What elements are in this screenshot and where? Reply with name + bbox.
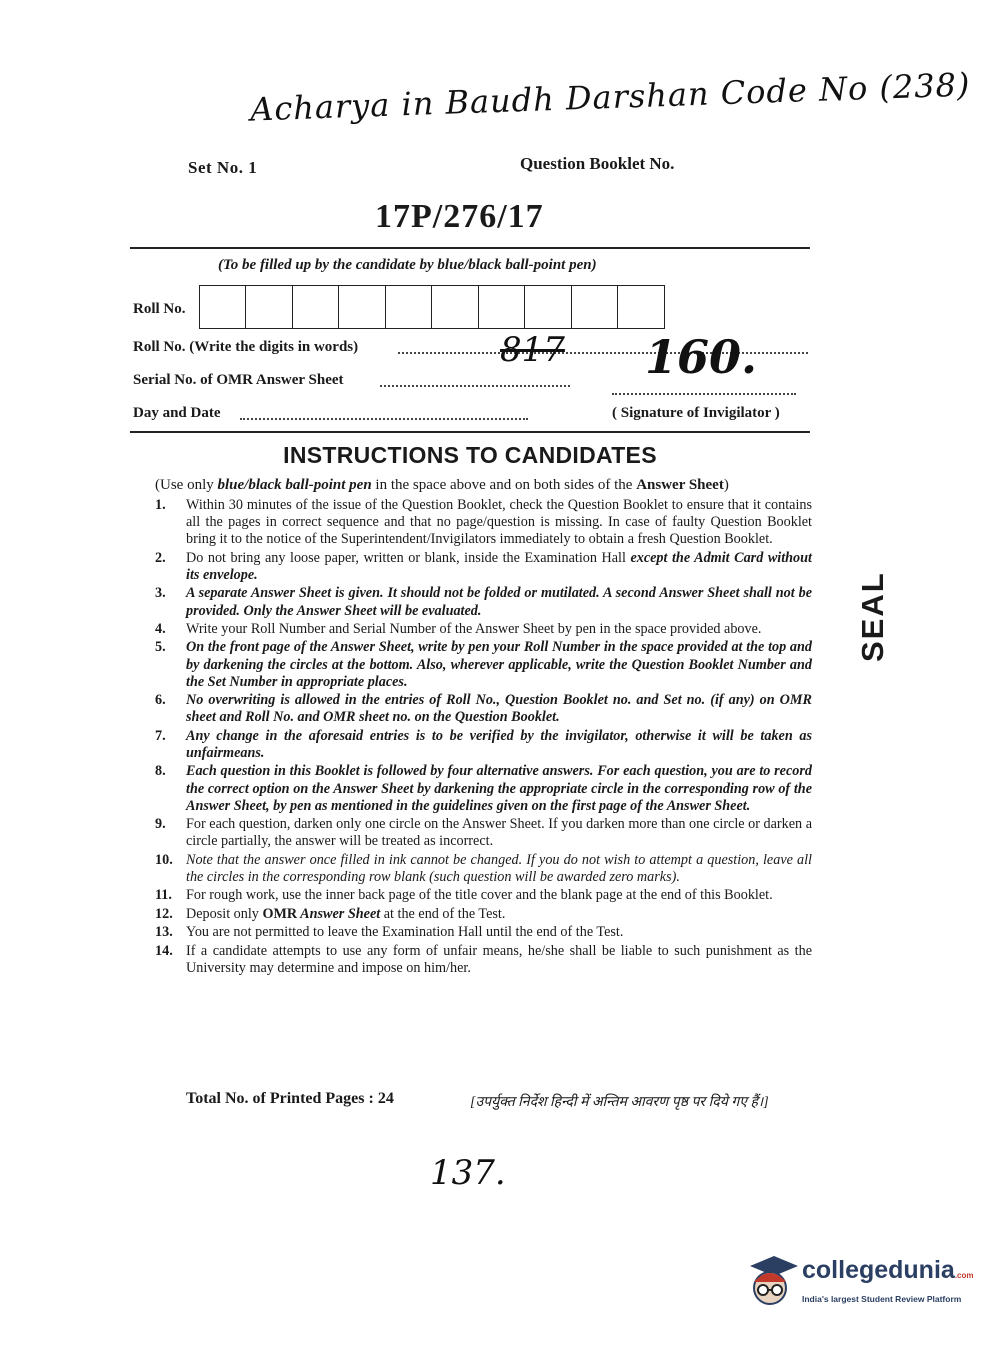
logo-tagline: India's largest Student Review Platform [802, 1294, 962, 1304]
instructions-subtitle: (Use only blue/black ball-point pen in the space above and on both sides of the Answer Sheet) [155, 477, 729, 493]
roll-no-label: Roll No. [133, 301, 186, 317]
instruction-item: 1. Within 30 minutes of the issue of the Question Booklet, check the Question Booklet to ensure that it contains all the pages in correct sequence and that no page/question is missing. In case of faulty Question Booklet bring it to the notice of the Superintendent/Invigilators immediately to obtain a fresh Question Booklet. [155, 497, 812, 548]
instruction-item: 11. For rough work, use the inner back page of the title cover and the blank page at the end of this Booklet. [155, 887, 773, 904]
handwritten-number: 137. [430, 1153, 506, 1193]
instruction-item: 14. If a candidate attempts to use any form of unfair means, he/she shall be liable to such punishment as the University may determine and impose on him/her. [155, 942, 812, 976]
roll-words-label: Roll No. (Write the digits in words) [133, 339, 359, 355]
instruction-item: 12. Deposit only OMR Answer Sheet at the end of the Test. [155, 905, 506, 922]
logo-text: collegedunia.com [802, 1256, 974, 1284]
serial-omr-label: Serial No. of OMR Answer Sheet [133, 372, 344, 388]
handwritten-serial: 160. [645, 330, 758, 384]
roll-digit-box[interactable] [199, 285, 247, 329]
question-booklet-number: 17P/276/17 [375, 198, 544, 235]
instructions-title: INSTRUCTIONS TO CANDIDATES [283, 442, 657, 468]
serial-omr-line[interactable] [380, 385, 570, 387]
handwritten-heading: Acharya in Baudh Darshan Code No (238) [249, 65, 972, 129]
day-date-label: Day and Date [133, 405, 221, 421]
instructions-list [155, 497, 812, 978]
roll-digit-box[interactable] [385, 285, 433, 329]
instruction-item: 2. Do not bring any loose paper, written or blank, inside the Examination Hall except the Admit Card without its envelope. [155, 549, 812, 583]
instruction-item: 4. Write your Roll Number and Serial Number of the Answer Sheet by pen in the space provided above. [155, 620, 762, 637]
instruction-item: 5. On the front page of the Answer Sheet, write by pen your Roll Number in the space provided at the top and by darkening the circles at the bottom. Also, wherever applicable, write the Question Booklet Number and the Set Number in appropriate places. [155, 639, 812, 690]
handwritten-roll-words: 817 [500, 330, 565, 370]
roll-digit-box[interactable] [292, 285, 340, 329]
collegedunia-logo[interactable] [744, 1252, 974, 1314]
instruction-item: 3. A separate Answer Sheet is given. It should not be folded or mutilated. A second Answer Sheet shall not be provided. Only the Answer Sheet will be evaluated. [155, 585, 812, 619]
hindi-note: [उपर्युक्त निर्देश हिन्दी में अन्तिम आवरण पृष्ठ पर दिये गए हैं।] [470, 1095, 769, 1110]
day-date-line[interactable] [240, 418, 528, 420]
instruction-item: 8. Each question in this Booklet is followed by four alternative answers. For each question, you are to record the correct option on the Answer Sheet by darkening the appropriate circle in the corresponding row of the Answer Sheet, by pen as mentioned in the guidelines given on the first page of the Answer Sheet. [155, 763, 812, 814]
instruction-item: 10. Note that the answer once filled in ink cannot be changed. If you do not wish to attempt a question, leave all the circles in the corresponding row blank (such question will be awarded zero marks). [155, 851, 812, 885]
instruction-item: 6. No overwriting is allowed in the entries of Roll No., Question Booklet no. and Set no. (if any) on OMR sheet and Roll No. and OMR sheet no. on the Question Booklet. [155, 692, 812, 726]
total-printed-pages: Total No. of Printed Pages : 24 [186, 1090, 394, 1107]
roll-digit-box[interactable] [245, 285, 293, 329]
instruction-item: 13. You are not permitted to leave the Examination Hall until the end of the Test. [155, 924, 624, 941]
roll-digit-box[interactable] [338, 285, 386, 329]
roll-digit-box[interactable] [524, 285, 572, 329]
roll-digit-box[interactable] [571, 285, 619, 329]
roll-digit-box[interactable] [431, 285, 479, 329]
set-number: Set No. 1 [188, 158, 258, 177]
top-divider [130, 247, 810, 249]
invigilator-signature-line[interactable] [612, 393, 796, 395]
roll-number-boxes[interactable] [200, 285, 665, 329]
fill-note: (To be filled up by the candidate by blue/black ball-point pen) [218, 257, 597, 273]
roll-digit-box[interactable] [617, 285, 665, 329]
mid-divider [130, 431, 810, 433]
instruction-item: 9. For each question, darken only one circle on the Answer Sheet. If you darken more than one circle or darken a circle partially, the answer will be treated as incorrect. [155, 816, 812, 850]
question-booklet-label: Question Booklet No. [520, 154, 675, 173]
instruction-item: 7. Any change in the aforesaid entries is to be verified by the invigilator, otherwise it will be taken as unfairmeans. [155, 727, 812, 761]
roll-digit-box[interactable] [478, 285, 526, 329]
invigilator-signature-label: ( Signature of Invigilator ) [612, 405, 780, 421]
mascot-icon [744, 1252, 800, 1312]
seal-label: SEAL [855, 571, 890, 662]
